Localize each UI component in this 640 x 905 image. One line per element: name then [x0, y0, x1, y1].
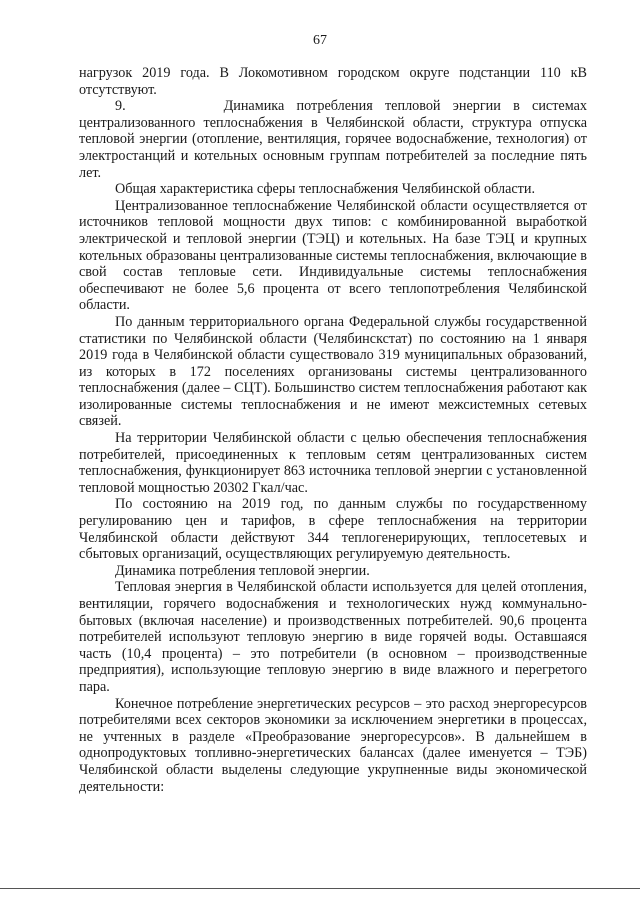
paragraph-final-consumption: Конечное потребление энергетических ресурсов – это расход энергоресурсов потребителями всех секторов экономики за исключением энергетики в процессах, не учтенных в разделе «Преобразование энергоресурсов». В дальнейшем в однопродуктовых топливно-энергетических балансах (далее именуется – ТЭБ) Челябинской области выделены следующие укрупненные виды экономической деятельности: — [79, 695, 587, 795]
paragraph-regulated-organizations: По состоянию на 2019 год, по данным службы по государственному регулированию цен и тарифов, в сфере теплоснабжения на территории Челябинской области действуют 344 теплогенерирующих, теплосетевых и сбытовых организаций, осуществляющих регулируемую деятельность. — [79, 496, 587, 563]
bottom-divider — [0, 888, 640, 889]
section-heading-9: 9. Динамика потребления тепловой энергии в системах централизованного теплоснабжения в Челябинской области, структура отпуска тепловой энергии (отопление, вентиляция, горячее водоснабжение, технология) от электростанций и котельных основным группам потребителей за последние пять лет. — [79, 98, 587, 181]
page-number: 67 — [313, 33, 327, 48]
document-body — [79, 65, 587, 795]
subheading-consumption-dynamics: Динамика потребления тепловой энергии. — [115, 562, 370, 579]
paragraph-substations: нагрузок 2019 года. В Локомотивном городском округе подстанции 110 кВ отсутствуют. — [79, 65, 587, 98]
subheading-general-characteristics: Общая характеристика сферы теплоснабжения Челябинской области. — [115, 181, 536, 198]
paragraph-statistics: По данным территориального органа Федеральной службы государственной статистики по Челябинской области (Челябинскстат) по состоянию на 1 января 2019 года в Челябинской области существовало 319 муниципальных образований, из которых в 172 поселениях организованы системы централизованного теплоснабжения (далее – СЦТ). Большинство систем теплоснабжения работают как изолированные системы теплоснабжения и не имеют межсистемных сетевых связей. — [79, 313, 587, 430]
paragraph-centralized-heating: Централизованное теплоснабжение Челябинской области осуществляется от источников тепловой мощности двух типов: с комбинированной выработкой электрической и тепловой энергии (ТЭЦ) и котельных. На базе ТЭЦ и крупных котельных образованы централизованные системы теплоснабжения, включающие в свой состав тепловые сети. Индивидуальные системы теплоснабжения обеспечивают не более 5,6 процента от всего теплопотребления Челябинской области. — [79, 197, 587, 314]
paragraph-heat-sources: На территории Челябинской области с целью обеспечения теплоснабжения потребителей, присоединенных к тепловым сетям централизованных систем теплоснабжения, функционирует 863 источника тепловой энергии с установленной тепловой мощностью 20302 Гкал/час. — [79, 430, 587, 496]
paragraph-heat-usage: Тепловая энергия в Челябинской области используется для целей отопления, вентиляции, горячего водоснабжения и технологических нужд коммунально-бытовых (включая население) и производственных потребителей. 90,6 процента потребителей используют тепловую энергию в виде горячей воды. Оставшаяся часть (10,4 процента) – это потребители (в основном – производственные предприятия), использующие тепловую энергию в виде влажного и перегретого пара. — [79, 579, 587, 695]
